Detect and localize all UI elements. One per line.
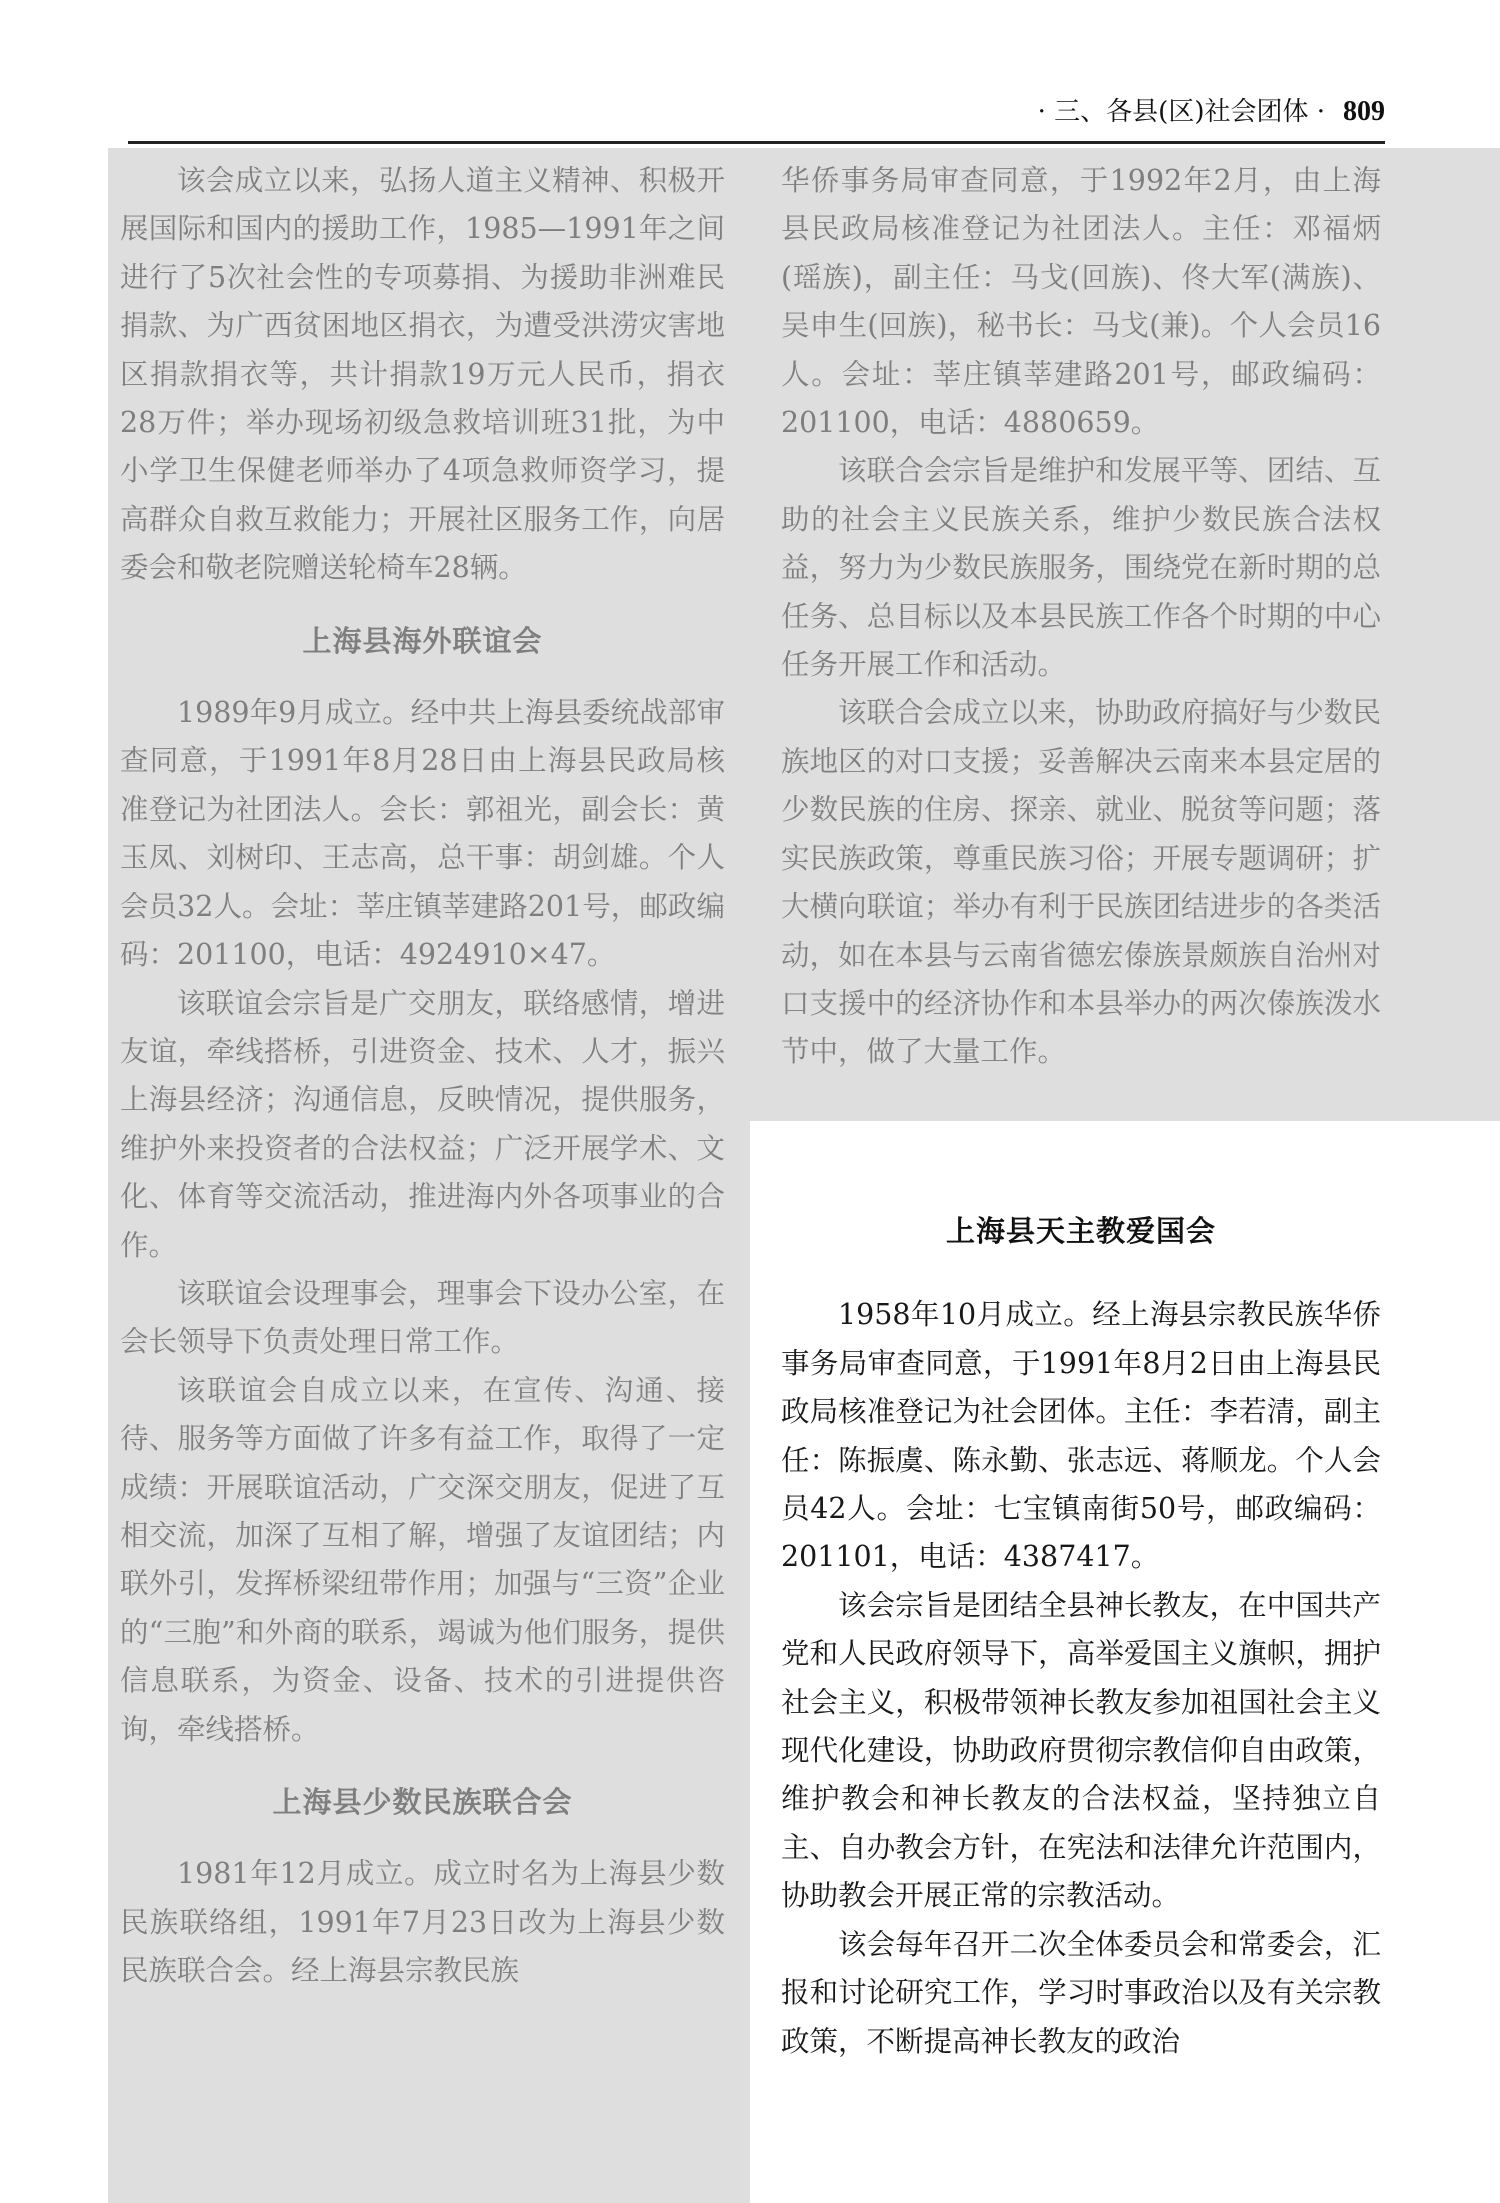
paragraph: 该联谊会设理事会，理事会下设办公室，在会长领导下负责处理日常工作。 [120,1276,725,1359]
paragraph: 1989年9月成立。经中共上海县委统战部审查同意，于1991年8月28日由上海县民政局核准登记为社团法人。会长：郭祖光，副会长：黄玉凤、刘树印、王志高，总干事：胡剑雄。个人会员32人。会址：莘庄镇莘建路201号，邮政编码：201100，电话：4924910×47。 [120,696,725,972]
section-heading-minority-federation: 上海县少数民族联合会 [272,1785,573,1819]
paragraph: 华侨事务局审查同意，于1992年2月，由上海县民政局核准登记为社团法人。主任：邓福炳(瑶族)，副主任：马戈(回族)、佟大军(满族)、吴申生(回族)，秘书长：马戈(兼)。个人会员16人。会址：莘庄镇莘建路201号，邮政编码：201100，电话：4880659。 [781,164,1381,440]
paragraph: 该联谊会自成立以来，在宣传、沟通、接待、服务等方面做了许多有益工作，取得了一定成绩：开展联谊活动，广交深交朋友，促进了互相交流，加深了互相了解，增强了友谊团结；内联外引，发挥桥梁纽带作用；加强与“三资”企业的“三胞”和外商的联系，竭诚为他们服务，提供信息联系，为资金、设备、技术的引进提供咨询，牵线搭桥。 [120,1373,725,1746]
paragraph: 该会宗旨是团结全县神长教友，在中国共产党和人民政府领导下，高举爱国主义旗帜，拥护社会主义，积极带领神长教友参加祖国社会主义现代化建设，协助政府贯彻宗教信仰自由政策，维护教会和神长教友的合法权益，坚持独立自主、自办教会方针，在宪法和法律允许范围内，协助教会开展正常的宗教活动。 [781,1588,1381,1913]
section-heading-overseas-association: 上海县海外联谊会 [302,623,543,658]
paragraph: 1958年10月成立。经上海县宗教民族华侨事务局审查同意，于1991年8月2日由上海县民政局核准登记为社会团体。主任：李若清，副主任：陈振虞、陈永勤、张志远、蒋顺龙。个人会员42人。会址：七宝镇南街50号，邮政编码：201101，电话：4387417。 [781,1298,1381,1574]
page-number: 809 [1343,96,1385,127]
paragraph: 该联谊会宗旨是广交朋友，联络感情，增进友谊，牵线搭桥，引进资金、技术、人才，振兴上海县经济；沟通信息，反映情况，提供服务，维护外来投资者的合法权益；广泛开展学术、文化、体育等交流活动，推进海内外各项事业的合作。 [120,986,725,1262]
paragraph: 该联合会成立以来，协助政府搞好与少数民族地区的对口支援；妥善解决云南来本县定居的少数民族的住房、探亲、就业、脱贫等问题；落实民族政策，尊重民族习俗；开展专题调研；扩大横向联谊；举办有利于民族团结进步的各类活动，如在本县与云南省德宏傣族景颇族自治州对口支援中的经济协作和本县举办的两次傣族泼水节中，做了大量工作。 [781,696,1381,1069]
paragraph: 该会成立以来，弘扬人道主义精神、积极开展国际和国内的援助工作，1985—1991年之间进行了5次社会性的专项募捐、为援助非洲难民捐款、为广西贫困地区捐衣，为遭受洪涝灾害地区捐款捐衣等，共计捐款19万元人民币，捐衣28万件；举办现场初级急救培训班31批，为中小学卫生保健老师举办了4项急救师资学习，提高群众自救互救能力；开展社区服务工作，向居委会和敬老院赠送轮椅车28辆。 [120,164,725,585]
right-column-shaded [781,157,1381,1077]
running-header [130,92,1385,132]
right-column-white [781,1207,1381,2066]
section-title: · 三、各县(区)社会团体 · [1037,97,1325,127]
paragraph: 该会每年召开二次全体委员会和常委会，汇报和讨论研究工作，学习时事政治以及有关宗教政策，不断提高神长教友的政治 [781,1927,1381,2058]
section-heading-catholic-association: 上海县天主教爱国会 [945,1214,1216,1248]
paragraph: 1981年12月成立。成立时名为上海县少数民族联络组，1991年7月23日改为上海县少数民族联合会。经上海县宗教民族 [120,1857,725,1988]
paragraph: 该联合会宗旨是维护和发展平等、团结、互助的社会主义民族关系，维护少数民族合法权益，努力为少数民族服务，围绕党在新时期的总任务、总目标以及本县民族工作各个时期的中心任务开展工作和活动。 [781,454,1381,682]
header-rule [128,141,1385,144]
left-column [120,157,725,1996]
